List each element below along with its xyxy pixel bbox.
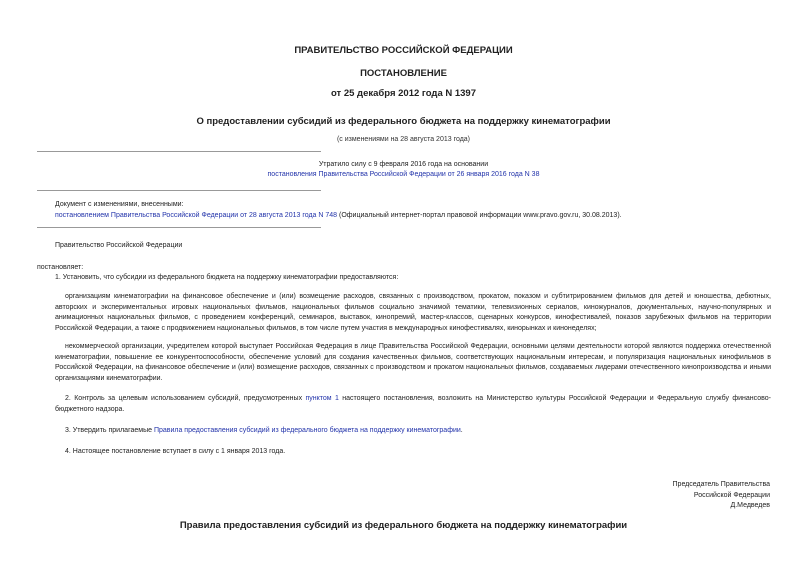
paragraph-3	[55, 426, 771, 437]
document-changes	[55, 199, 775, 221]
amended-note: (с изменениями на 28 августа 2013 года)	[336, 136, 471, 143]
government-heading: ПРАВИТЕЛЬСТВО РОССИЙСКОЙ ФЕДЕРАЦИИ	[294, 45, 513, 56]
paragraph-3-link[interactable]: Правила предоставления субсидий из федерального бюджета на поддержку кинематографии	[153, 427, 461, 434]
signature-position: Председатель Правительства	[672, 481, 770, 488]
document-changes-line	[55, 210, 775, 221]
paragraph-2-link[interactable]: пунктом 1	[305, 395, 339, 402]
document-type: ПОСТАНОВЛЕНИЕ	[360, 68, 447, 79]
government-line: Правительство Российской Федерации	[55, 242, 183, 249]
signature-name: Д.Медведев	[730, 502, 770, 509]
paragraph-4: 4. Настоящее постановление вступает в силу с 1 января 2013 года.	[65, 448, 286, 455]
rules-title: Правила предоставления субсидий из федерального бюджета на поддержку кинематографии	[179, 520, 628, 531]
document-changes-link[interactable]: постановлением Правительства Российской Федерации от 28 августа 2013 года N 748	[55, 212, 338, 219]
lost-force-link[interactable]: постановления Правительства Российской Федерации от 26 января 2016 года N 38	[267, 171, 540, 178]
paragraph-2-text-end: настоящего постановления, возложить на Министерство культуры Российской Федерации и Федеральную службу финансово-бюджетного надзора.	[55, 395, 771, 413]
paragraph-2	[55, 394, 771, 415]
divider	[37, 151, 321, 152]
document-title: О предоставлении субсидий из федерального бюджета на поддержку кинематографии	[196, 116, 611, 127]
paragraph-1: 1. Установить, что субсидии из федерального бюджета на поддержку кинематографии предоставляются:	[55, 274, 399, 281]
signature-block	[560, 480, 770, 512]
lost-force-text: Утратило силу с 9 февраля 2016 года на основании	[318, 161, 489, 168]
document-changes-label: Документ с изменениями, внесенными:	[55, 201, 184, 208]
divider	[37, 227, 321, 228]
document-changes-suffix: (Официальный интернет-портал правовой информации www.pravo.gov.ru, 30.08.2013).	[337, 212, 622, 219]
paragraph-2-text: 2. Контроль за целевым использованием субсидий, предусмотренных	[65, 395, 306, 402]
divider	[37, 190, 321, 191]
paragraph-1a: организациям кинематографии на финансовое обеспечение и (или) возмещение расходов, связанных с производством, прокатом, показом и субтитрированием фильмов для детей и юношества, дебютных, авторских и экспериментальных игровых национальных фильмов, национальных фильмов социально значимой тематики, телевизионных сериалов, киножурналов, документальных, научно-популярных и анимационных национальных фильмов, с проведением конференций, семинаров, выставок, кинопремий, мастер-классов, сценарных конкурсов, кинофестивалей, показов зарубежных фильмов на территории Российской Федерации, а также с продвижением национальных фильмов, в том числе путем участия в международных кинофестивалях, кинорынках и кинонеделях;	[55, 293, 771, 332]
signature-country: Российской Федерации	[693, 491, 770, 499]
paragraph-3-text: 3. Утвердить прилагаемые	[65, 427, 154, 434]
lost-force-note	[170, 160, 637, 180]
paragraph-3-text-end: .	[460, 427, 463, 434]
paragraph-1b: некоммерческой организации, учредителем которой выступает Российская Федерация в лице Правительства Российской Федерации, основными целями деятельности которой являются поддержка отечественной кинематографии, повышение ее конкурентоспособности, обеспечение условий для создания качественных фильмов, соответствующих национальным интересам, и популяризация национальных кинофильмов в Российской Федерации, на финансовое обеспечение и (или) возмещение расходов, связанных с производством и прокатом национальных фильмов, создаваемых лидерами отечественного кинопроизводства и иными организациями кинематографии.	[55, 343, 771, 382]
decides-line: постановляет:	[37, 264, 84, 271]
document-date-number: от 25 декабря 2012 года N 1397	[330, 88, 476, 99]
